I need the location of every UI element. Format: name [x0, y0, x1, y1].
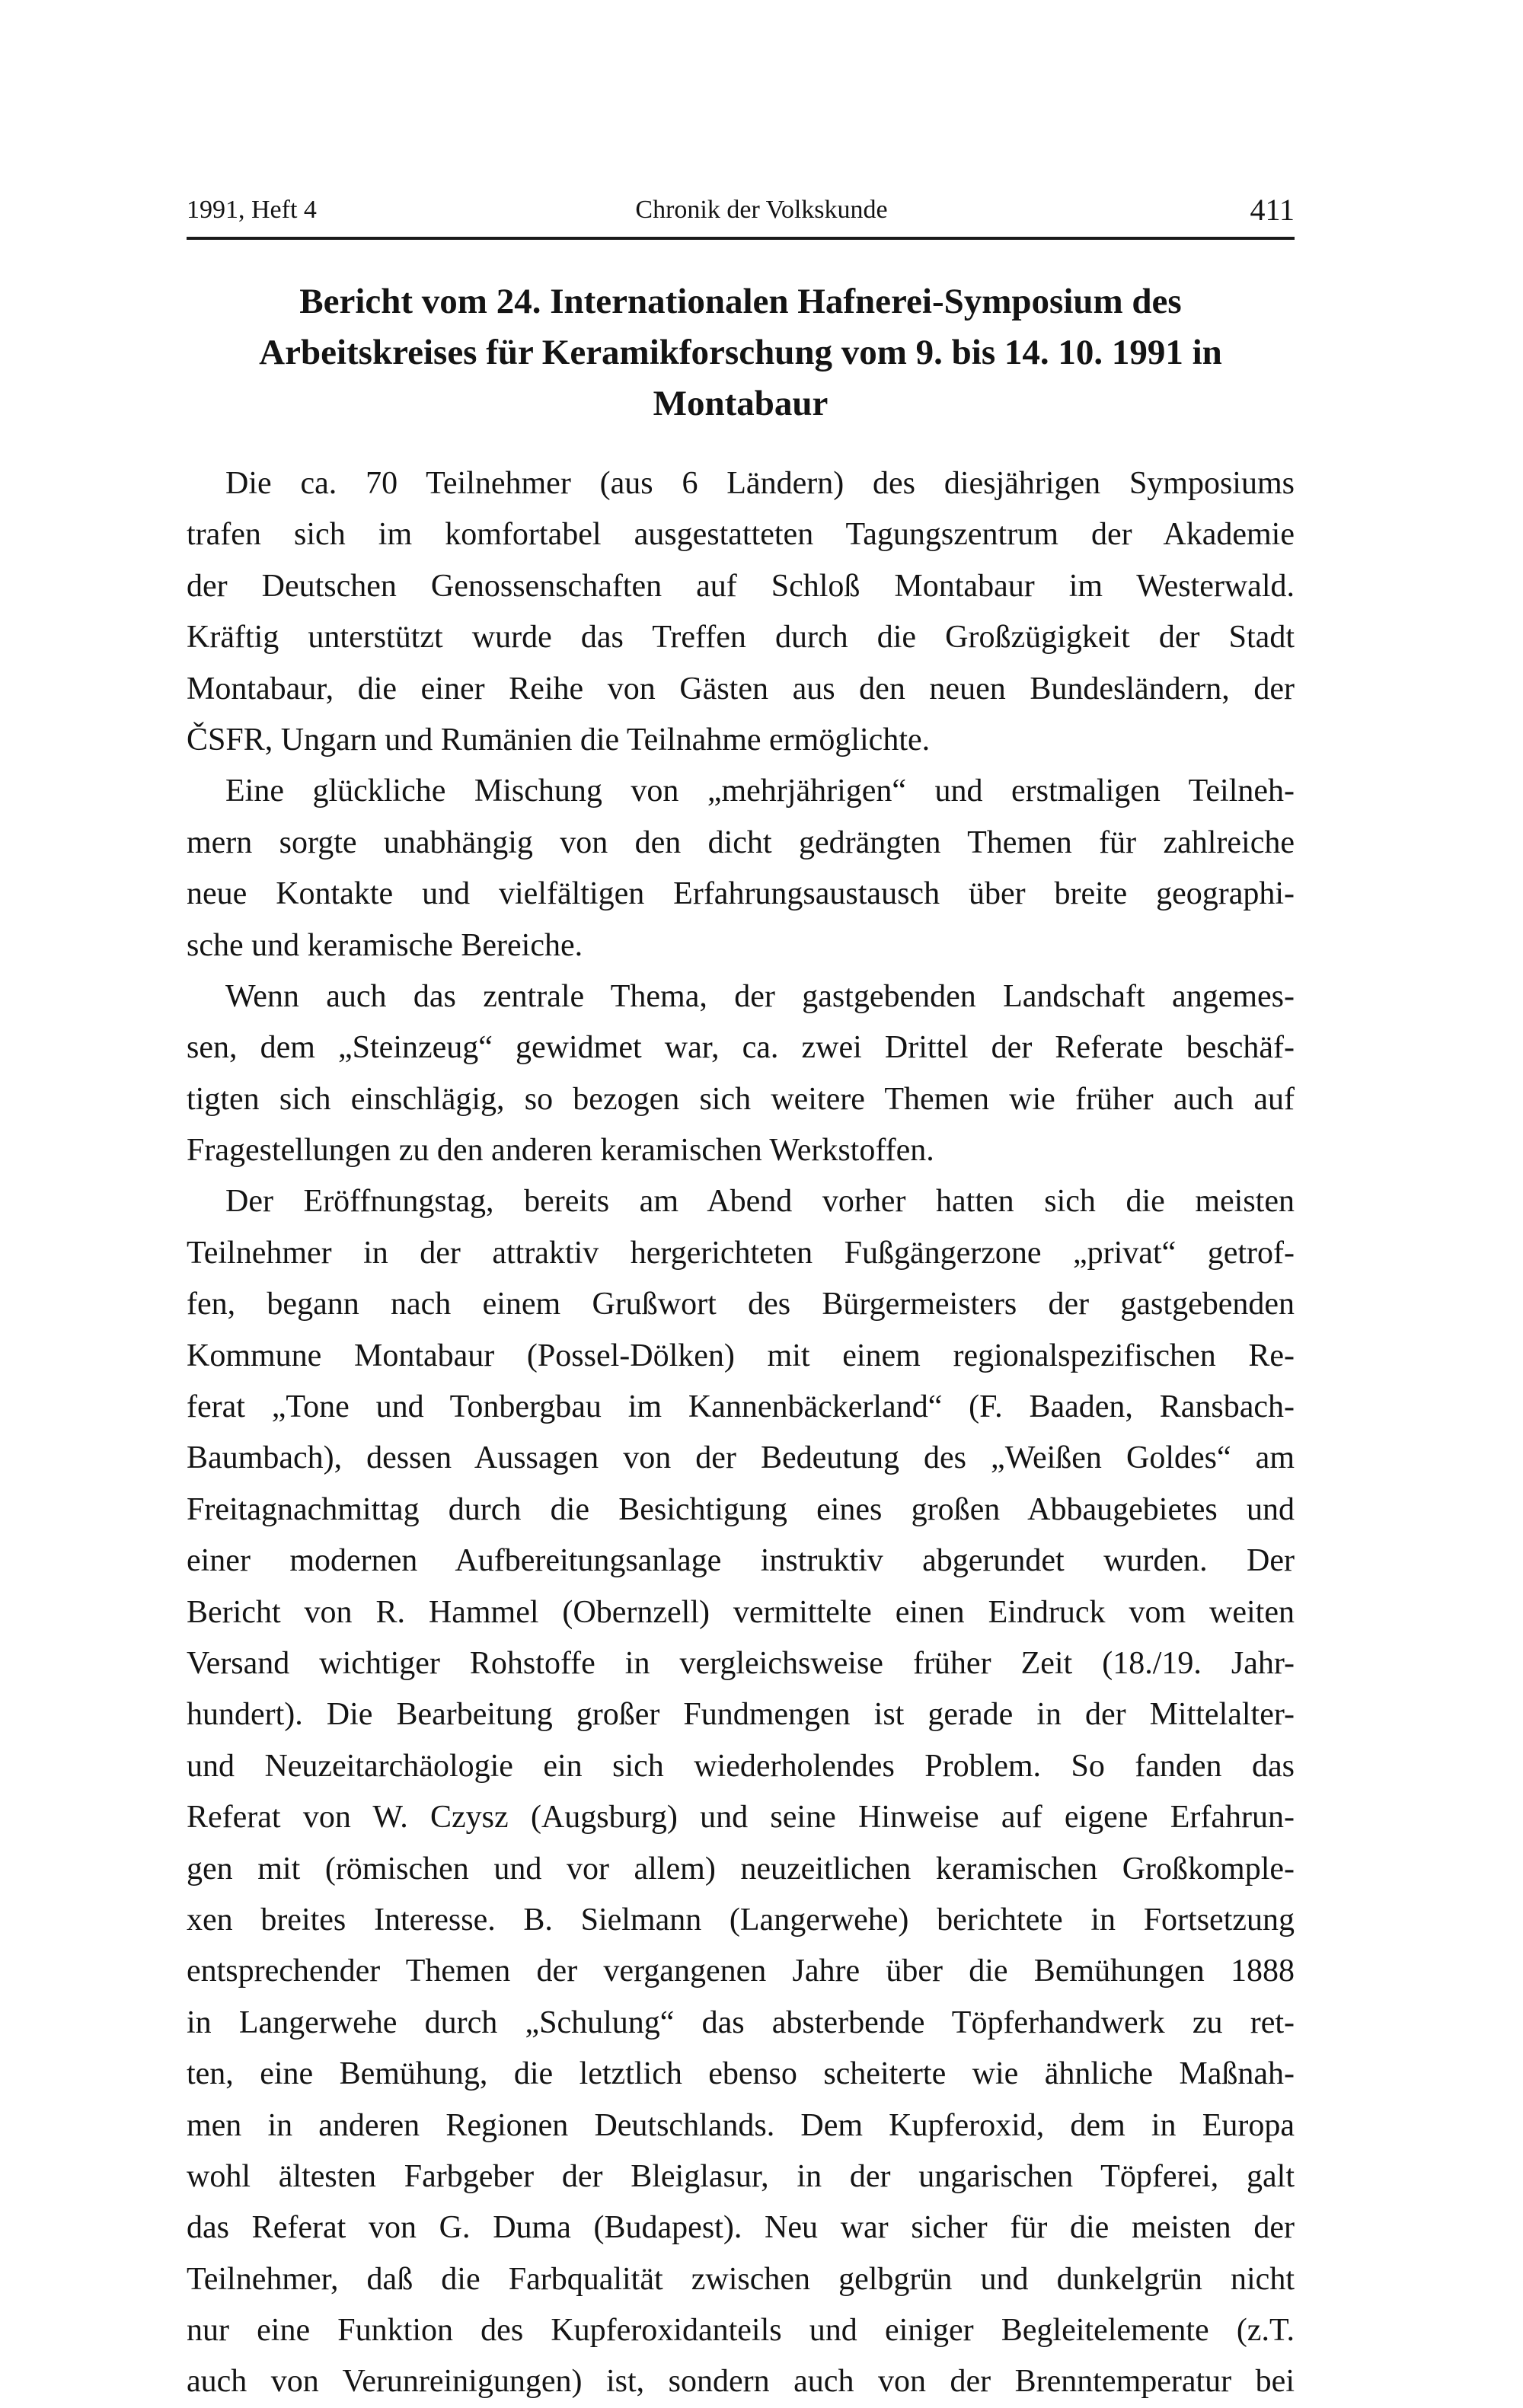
text-line: sche und keramische Bereiche.	[187, 927, 583, 963]
title-line: Arbeitskreises für Keramikforschung vom 9. bis 14. 10. 1991 in	[259, 333, 1222, 372]
text-line: Baumbach), dessen Aussagen von der Bedeutung des „Weißen Goldes“ am	[187, 1440, 1295, 1476]
text-line: Referat von W. Czysz (Augsburg) und seine Hinweise auf eigene Erfahrun-	[187, 1800, 1295, 1836]
text-line: Teilnehmer in der attraktiv hergerichteten Fußgängerzone „privat“ getrof-	[187, 1235, 1295, 1271]
running-header-issue: 1991, Heft 4	[187, 196, 317, 224]
title-line: Bericht vom 24. Internationalen Hafnerei-Symposium des	[299, 282, 1182, 321]
text-line: Die ca. 70 Teilnehmer (aus 6 Ländern) des diesjährigen Symposiums	[225, 466, 1295, 501]
text-line: Bericht von R. Hammel (Obernzell) vermittelte einen Eindruck vom weiten	[187, 1594, 1295, 1630]
text-line: ferat „Tone und Tonbergbau im Kannenbäckerland“ (F. Baaden, Ransbach-	[187, 1389, 1295, 1425]
text-line: Versand wichtiger Rohstoffe in vergleichsweise früher Zeit (18./19. Jahr-	[187, 1645, 1295, 1681]
text-line: Kommune Montabaur (Possel-Dölken) mit einem regionalspezifischen Re-	[187, 1338, 1295, 1373]
header-rule	[187, 237, 1295, 240]
text-line: gen mit (römischen und vor allem) neuzeitlichen keramischen Großkomple-	[187, 1851, 1295, 1887]
text-line: der Deutschen Genossenschaften auf Schloß Montabaur im Westerwald.	[187, 568, 1295, 604]
text-line: Montabaur, die einer Reihe von Gästen aus den neuen Bundesländern, der	[187, 671, 1295, 706]
article-body	[187, 458, 1295, 2408]
text-line: in Langerwehe durch „Schulung“ das absterbende Töpferhandwerk zu ret-	[187, 2005, 1295, 2040]
page-number: 411	[1250, 193, 1295, 227]
text-line: tigten sich einschlägig, so bezogen sich weitere Themen wie früher auch auf	[187, 1081, 1295, 1117]
text-line: Freitagnachmittag durch die Besichtigung eines großen Abbaugebietes und	[187, 1491, 1295, 1527]
text-line: ČSFR, Ungarn und Rumänien die Teilnahme ermöglichte.	[187, 722, 931, 757]
text-line: und Neuzeitarchäologie ein sich wiederholendes Problem. So fanden das	[187, 1748, 1295, 1784]
text-line: wohl ältesten Farbgeber der Bleiglasur, in der ungarischen Töpferei, galt	[187, 2158, 1295, 2194]
text-line: Fragestellungen zu den anderen keramischen Werkstoffen.	[187, 1133, 934, 1169]
paragraph	[187, 458, 1295, 766]
text-line: trafen sich im komfortabel ausgestatteten Tagungszentrum der Akademie	[187, 517, 1295, 553]
text-line: fen, begann nach einem Grußwort des Bürgermeisters der gastgebenden	[187, 1287, 1295, 1322]
text-line: Wenn auch das zentrale Thema, der gastgebenden Landschaft angemes-	[225, 978, 1295, 1014]
text-line: Teilnehmer, daß die Farbqualität zwischen gelbgrün und dunkelgrün nicht	[187, 2261, 1295, 2297]
text-line: Kräftig unterstützt wurde das Treffen durch die Großzügigkeit der Stadt	[187, 620, 1295, 655]
text-line: nur eine Funktion des Kupferoxidanteils und einiger Begleitelemente (z.T.	[187, 2313, 1295, 2349]
text-line: entsprechender Themen der vergangenen Jahre über die Bemühungen 1888	[187, 1954, 1295, 1989]
paragraph	[187, 1176, 1295, 2407]
text-line: das Referat von G. Duma (Budapest). Neu war sicher für die meisten der	[187, 2210, 1295, 2246]
text-line: einer modernen Aufbereitungsanlage instruktiv abgerundet wurden. Der	[187, 1543, 1295, 1579]
text-line: hundert). Die Bearbeitung großer Fundmengen ist gerade in der Mittelalter-	[187, 1697, 1295, 1733]
running-header-journal: Chronik der Volkskunde	[635, 196, 888, 224]
text-line: ten, eine Bemühung, die letztlich ebenso scheiterte wie ähnliche Maßnah-	[187, 2056, 1295, 2092]
title-line: Montabaur	[653, 384, 829, 423]
text-line: auch von Verunreinigungen) ist, sondern auch von der Brenntemperatur bei	[187, 2364, 1295, 2400]
text-line: Der Eröffnungstag, bereits am Abend vorher hatten sich die meisten	[225, 1184, 1295, 1220]
text-line: Eine glückliche Mischung von „mehrjährigen“ und erstmaligen Teilneh-	[225, 773, 1295, 809]
paragraph	[187, 766, 1295, 971]
text-line: mern sorgte unabhängig von den dicht gedrängten Themen für zahlreiche	[187, 824, 1295, 860]
text-line: neue Kontakte und vielfältigen Erfahrungsaustausch über breite geographi-	[187, 876, 1295, 912]
paragraph	[187, 971, 1295, 1177]
text-line: sen, dem „Steinzeug“ gewidmet war, ca. zwei Drittel der Referate beschäf-	[187, 1030, 1295, 1066]
article-title	[187, 276, 1295, 429]
text-line: xen breites Interesse. B. Sielmann (Langerwehe) berichtete in Fortsetzung	[187, 1902, 1295, 1938]
text-line: men in anderen Regionen Deutschlands. Dem Kupferoxid, dem in Europa	[187, 2107, 1295, 2143]
